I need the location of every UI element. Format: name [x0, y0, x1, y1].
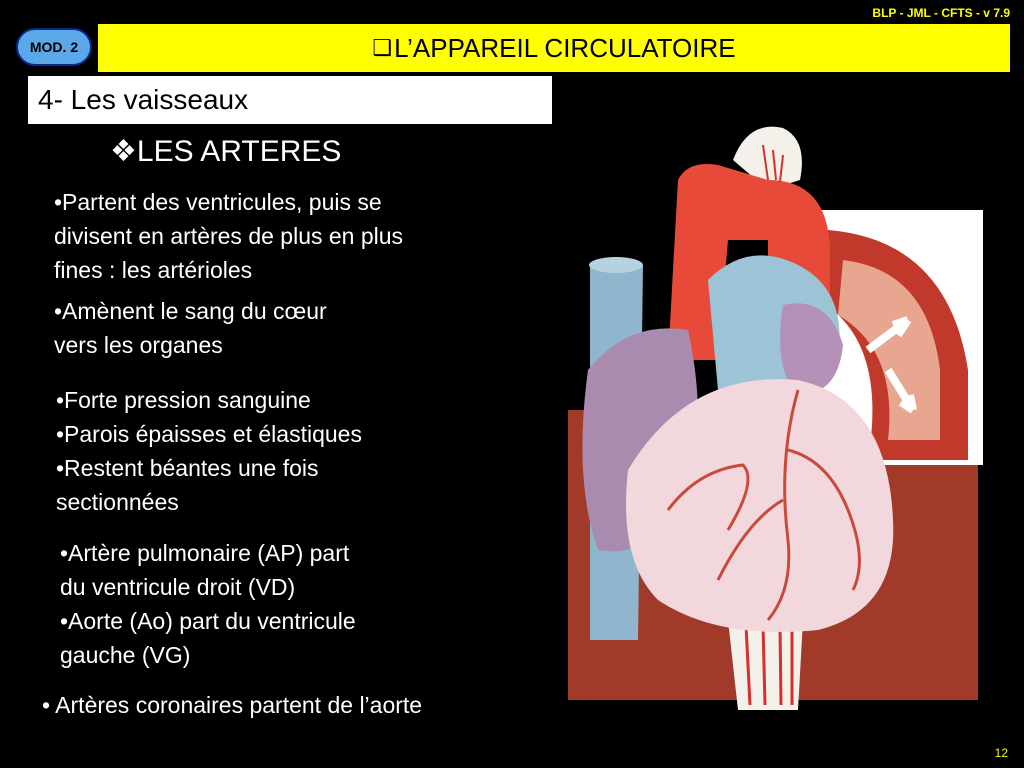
checkbox-bullet-icon: ❑	[372, 35, 393, 60]
bullet-text-1: •Partent des ventricules, puis se divisent en artères de plus en plus fines : les artérioles	[54, 189, 404, 283]
diamond-bullet-icon: ❖	[110, 135, 137, 168]
page-number: 12	[994, 746, 1008, 760]
bullet-text-4: •Artère pulmonaire (AP) part du ventricule droit (VD) •Aorte (Ao) part du ventricule gauche (VG)	[60, 540, 356, 668]
title-bar	[98, 24, 1010, 72]
bullet-text-2: •Amènent le sang du cœur vers les organes	[54, 298, 327, 358]
heart-illustration	[568, 120, 986, 722]
section-heading	[110, 134, 341, 169]
module-badge: MOD. 2	[16, 28, 92, 66]
subtitle: 4- Les vaisseaux	[28, 76, 552, 124]
section-heading-text: LES ARTERES	[136, 135, 342, 168]
vena-cava-top	[589, 257, 643, 273]
page-title: L’APPAREIL CIRCULATOIRE	[394, 32, 736, 63]
bullet-text-3: •Forte pression sanguine •Parois épaisses et élastiques •Restent béantes une fois sectionnées	[56, 387, 362, 515]
header-reference: BLP - JML - CFTS - v 7.9	[872, 6, 1010, 20]
bullet-text-5: • Artères coronaires partent de l’aorte	[42, 692, 423, 718]
